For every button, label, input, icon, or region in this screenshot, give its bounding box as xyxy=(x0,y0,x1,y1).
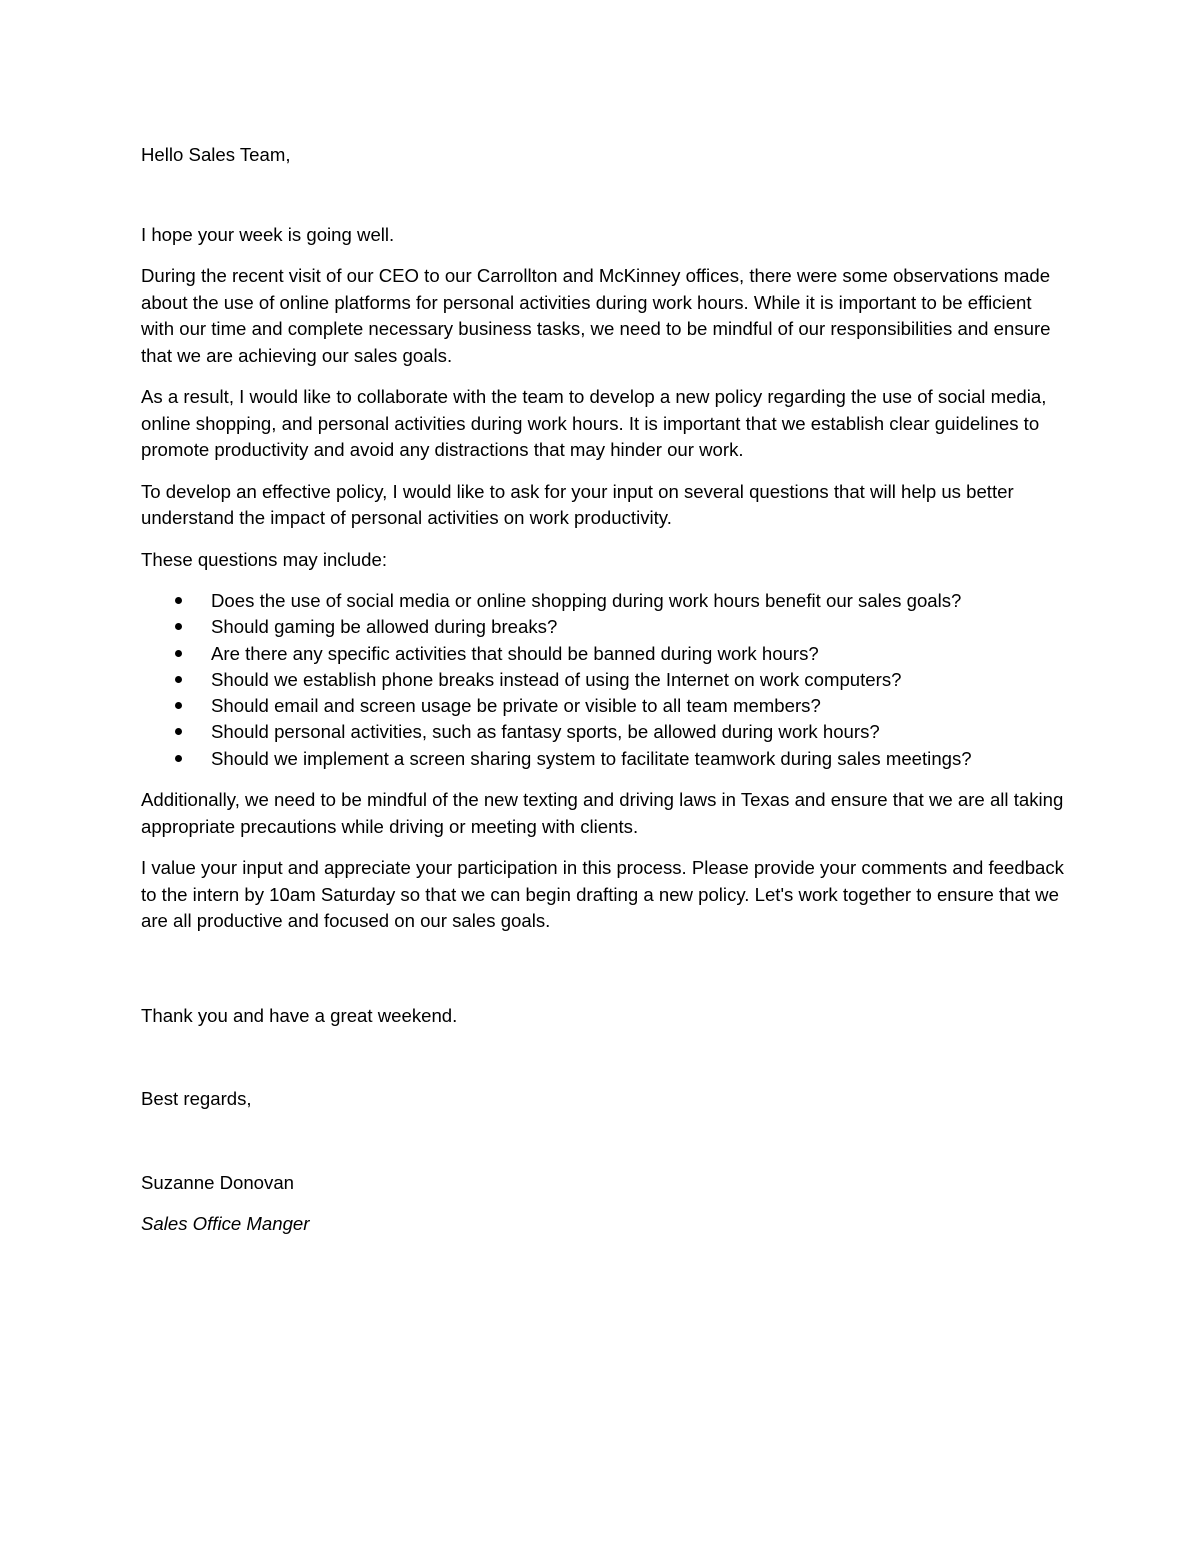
bullet-icon xyxy=(175,702,182,709)
bullet-icon xyxy=(175,597,182,604)
question-text: Are there any specific activities that should be banned during work hours? xyxy=(211,642,819,664)
bullet-icon xyxy=(175,650,182,657)
signer-name: Suzanne Donovan xyxy=(141,1171,294,1193)
question-text: Does the use of social media or online shopping during work hours benefit our sales goals? xyxy=(211,590,962,611)
question-text: Should email and screen usage be private or visible to all team members? xyxy=(211,695,821,717)
question-text: Should we establish phone breaks instead of using the Internet on work computers? xyxy=(211,668,902,690)
question-text: Should personal activities, such as fantasy sports, be allowed during work hours? xyxy=(211,721,880,743)
paragraph-new-policy: As a result, I would like to collaborate with the team to develop a new policy regarding the use of social media, online shopping, and personal activities during work hours. It is important that we establish clear guidelines to promote productivity and avoid any distractions that may hinder our work. xyxy=(141,386,1047,460)
signer-title: Sales Office Manger xyxy=(141,1213,310,1235)
questions-list xyxy=(141,588,1066,772)
paragraph-feedback-request: I value your input and appreciate your participation in this process. Please provide your comments and feedback to the intern by 10am Saturday so that we can begin drafting a new policy. Let's work together to ensure that we are all productive and focused on our sales goals. xyxy=(141,857,1064,932)
paragraph-ceo-visit: During the recent visit of our CEO to our Carrollton and McKinney offices, there were some observations made about the use of online platforms for personal activities during work hours. While it is important to be efficient with our time and complete necessary business tasks, we need to be mindful of our responsibilities and ensure that we are achieving our sales goals. xyxy=(141,265,1051,366)
list-item xyxy=(141,693,1066,719)
paragraph-input-request: To develop an effective policy, I would like to ask for your input on several questions that will help us better understand the impact of personal activities on work productivity. xyxy=(141,480,1014,528)
letter-body xyxy=(141,142,1066,1238)
bullet-icon xyxy=(175,728,182,735)
list-item xyxy=(141,667,1066,693)
bullet-icon xyxy=(175,755,182,762)
bullet-icon xyxy=(175,676,182,683)
greeting: Hello Sales Team, xyxy=(141,144,291,165)
list-item xyxy=(141,614,1066,640)
paragraph-texting-laws: Additionally, we need to be mindful of the new texting and driving laws in Texas and ensure that we are all taking appropriate precautions while driving or meeting with clients. xyxy=(141,789,1064,837)
questions-intro: These questions may include: xyxy=(141,548,387,570)
list-item xyxy=(141,588,1066,614)
question-text: Should gaming be allowed during breaks? xyxy=(211,616,558,638)
list-item xyxy=(141,641,1066,667)
list-item xyxy=(141,719,1066,745)
question-text: Should we implement a screen sharing system to facilitate teamwork during sales meetings? xyxy=(211,747,972,769)
thanks-line: Thank you and have a great weekend. xyxy=(141,1004,458,1026)
closing-line: Best regards, xyxy=(141,1088,252,1110)
bullet-icon xyxy=(175,623,182,630)
list-item xyxy=(141,746,1066,772)
paragraph-opening: I hope your week is going well. xyxy=(141,223,395,245)
